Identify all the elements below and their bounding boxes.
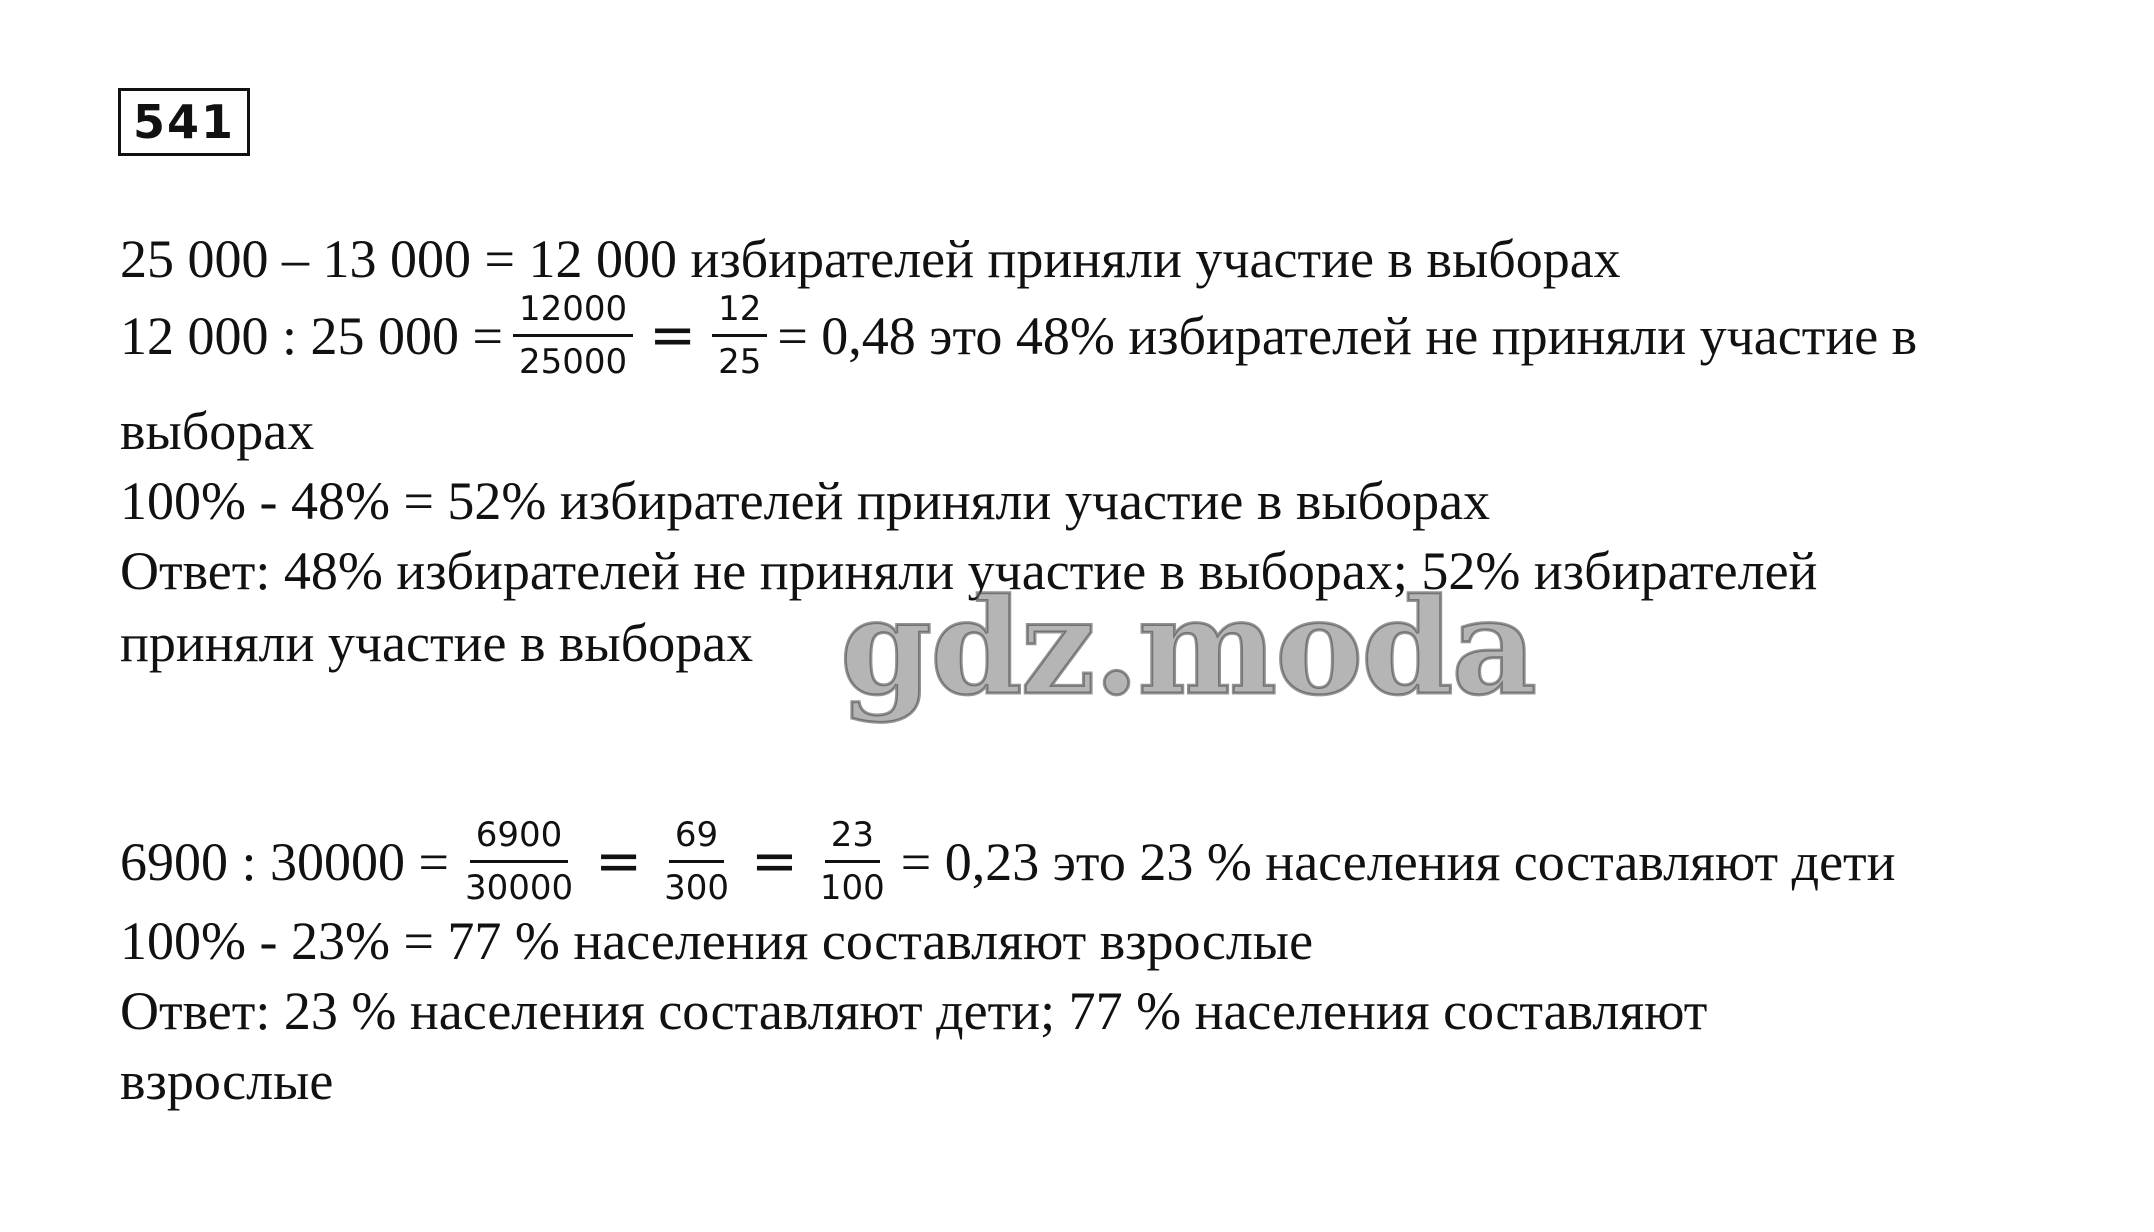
equals-sign: = (649, 303, 697, 368)
solution-line-3: выборах (120, 401, 315, 461)
fraction-numerator: 12 (712, 292, 767, 337)
task-number-box: 541 (118, 88, 250, 156)
fraction-denominator: 30000 (464, 868, 574, 908)
answer2-line-1: Ответ: 23 % населения составляют дети; 77 % населения составляют (120, 981, 1708, 1041)
fraction-23-100 (814, 815, 891, 908)
equals-sign: = (595, 829, 643, 894)
equation-tail: = 0,48 это 48% избирателей не приняли участие в (777, 305, 1918, 366)
equals-sign: = (750, 829, 798, 894)
fraction-denominator: 300 (664, 868, 729, 908)
equation-lead: 6900 : 30000 = (120, 831, 449, 892)
fraction-69-300 (658, 815, 735, 908)
fraction-denominator: 25 (718, 342, 762, 382)
solution-line-2 (120, 289, 1918, 382)
fraction-12-25 (712, 289, 767, 382)
fraction-numerator: 23 (825, 818, 880, 863)
fraction-numerator: 69 (669, 818, 724, 863)
equation-lead: 12 000 : 25 000 = (120, 305, 503, 366)
solution-line-4: 100% - 48% = 52% избирателей приняли участие в выборах (120, 471, 1491, 531)
fraction-denominator: 100 (819, 868, 885, 908)
answer-line-2: приняли участие в выборах (120, 613, 754, 673)
fraction-denominator: 25000 (518, 342, 628, 382)
answer-line-1: Ответ: 48% избирателей не приняли участие в выборах; 52% избирателей (120, 541, 1818, 601)
fraction-12000-25000 (513, 289, 633, 382)
solution-line-1: 25 000 – 13 000 = 12 000 избирателей приняли участие в выборах (120, 229, 1621, 289)
watermark-logo: gdz.moda (840, 570, 1536, 725)
solution2-line-1 (120, 815, 1896, 908)
answer2-line-2: взрослые (120, 1051, 334, 1111)
fraction-6900-30000 (459, 815, 579, 908)
fraction-numerator: 6900 (470, 818, 569, 863)
fraction-numerator: 12000 (513, 292, 633, 337)
equation-tail: = 0,23 это 23 % населения составляют дети (900, 831, 1896, 892)
solution2-line-2: 100% - 23% = 77 % населения составляют взрослые (120, 911, 1314, 971)
